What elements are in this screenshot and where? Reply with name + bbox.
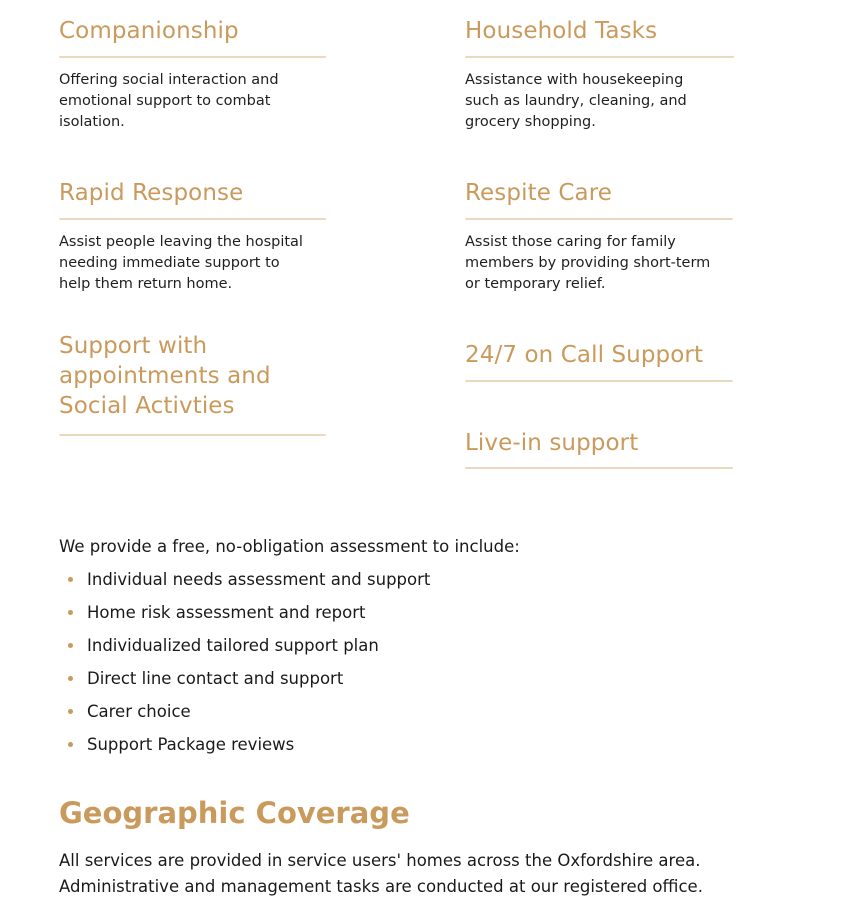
service-title: Respite Care bbox=[465, 180, 613, 206]
coverage-description: All services are provided in service users' homes across the Oxfordshire area. Administrative and management tasks are conducted at our registered office. bbox=[59, 851, 703, 896]
list-item: Individual needs assessment and support bbox=[59, 569, 430, 602]
service-appointments bbox=[59, 331, 326, 436]
service-title: Rapid Response bbox=[59, 180, 244, 206]
divider bbox=[465, 218, 733, 220]
service-title: Support with appointments and Social Activties bbox=[59, 333, 271, 419]
service-title: Live-in support bbox=[465, 430, 639, 456]
divider bbox=[59, 434, 326, 436]
service-companionship bbox=[59, 16, 326, 133]
divider bbox=[465, 380, 733, 382]
assessment-intro: We provide a free, no-obligation assessment to include: bbox=[59, 537, 520, 556]
service-respite-care bbox=[465, 178, 733, 295]
service-rapid-response bbox=[59, 178, 326, 295]
bullet-icon bbox=[68, 610, 73, 615]
service-on-call-support bbox=[465, 340, 733, 382]
service-title: 24/7 on Call Support bbox=[465, 342, 704, 368]
service-live-in-support bbox=[465, 428, 733, 469]
service-description: Assist people leaving the hospital needing immediate support to help them return home. bbox=[59, 234, 303, 292]
list-item: Home risk assessment and report bbox=[59, 602, 430, 635]
bullet-icon bbox=[68, 742, 73, 747]
divider bbox=[59, 218, 326, 220]
list-item: Support Package reviews bbox=[59, 734, 430, 767]
service-title: Companionship bbox=[59, 18, 239, 44]
assessment-list bbox=[59, 569, 430, 767]
list-item: Carer choice bbox=[59, 701, 430, 734]
section-heading-geographic-coverage: Geographic Coverage bbox=[59, 796, 410, 830]
service-household-tasks bbox=[465, 16, 734, 133]
divider bbox=[465, 56, 734, 58]
service-description: Offering social interaction and emotional support to combat isolation. bbox=[59, 72, 279, 130]
service-description: Assist those caring for family members by providing short-term or temporary relief. bbox=[465, 234, 711, 292]
bullet-icon bbox=[68, 676, 73, 681]
service-description: Assistance with housekeeping such as laundry, cleaning, and grocery shopping. bbox=[465, 72, 687, 130]
bullet-icon bbox=[68, 709, 73, 714]
list-item: Individualized tailored support plan bbox=[59, 635, 430, 668]
service-title: Household Tasks bbox=[465, 18, 658, 44]
list-item: Direct line contact and support bbox=[59, 668, 430, 701]
divider bbox=[59, 56, 326, 58]
divider bbox=[465, 467, 733, 469]
bullet-icon bbox=[68, 577, 73, 582]
bullet-icon bbox=[68, 643, 73, 648]
